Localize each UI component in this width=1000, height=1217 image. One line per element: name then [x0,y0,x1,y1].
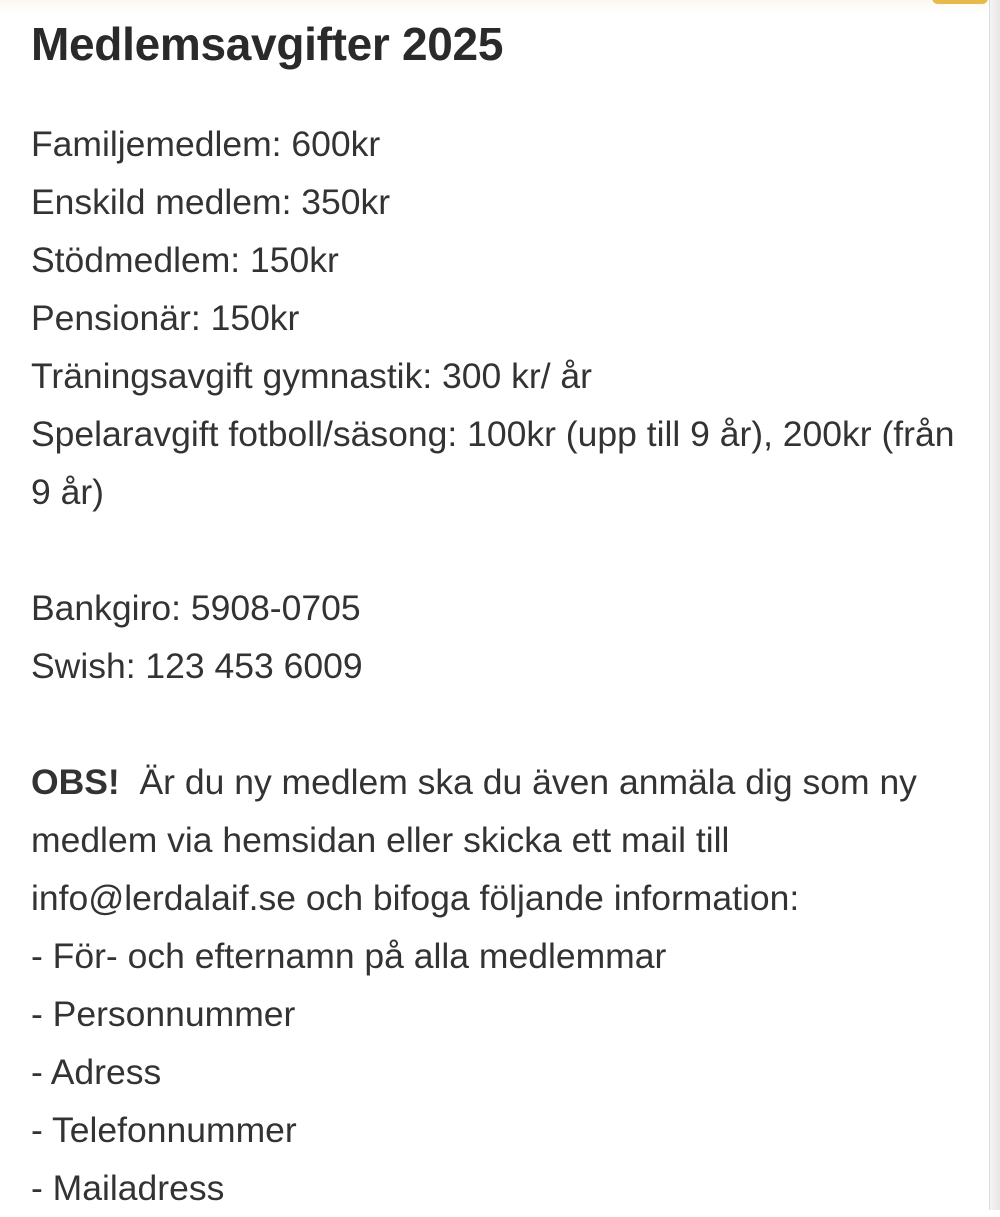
fee-individual: Enskild medlem: 350kr [31,182,391,222]
notice-text-end: och bifoga följande information: [305,878,800,918]
bankgiro-number: Bankgiro: 5908-0705 [31,588,361,628]
email-link[interactable]: info@lerdalaif.se [31,878,296,918]
spacer [31,695,961,753]
fee-supporter: Stödmedlem: 150kr [31,240,339,280]
list-item-phone: - Telefonnummer [31,1110,297,1150]
list-item-personal-number: - Personnummer [31,994,296,1034]
notice-paragraph [31,762,917,918]
spacer [31,521,961,579]
fee-gymnastics: Träningsavgift gymnastik: 300 kr/ år [31,356,592,396]
fee-pensioner: Pensionär: 150kr [31,298,300,338]
article-content [31,14,961,1217]
fee-football: Spelaravgift fotboll/säsong: 100kr (upp till 9 år), 200kr (från 9 år) [31,414,955,512]
obs-label: OBS! [31,762,120,802]
list-item-email: - Mailadress [31,1168,225,1208]
top-strip [0,0,990,14]
list-item-address: - Adress [31,1052,162,1092]
corner-tab [932,0,988,4]
fee-family: Familjemedlem: 600kr [31,124,381,164]
page-title: Medlemsavgifter 2025 [31,18,504,70]
scrollbar-edge[interactable] [989,0,1000,1210]
notice-text: Är du ny medlem ska du även anmäla dig som ny medlem via hemsidan eller skicka ett mail till [31,762,917,860]
notice-block [31,753,961,1217]
payment-info [31,579,961,695]
list-item-name: - För- och efternamn på alla medlemmar [31,936,667,976]
swish-number: Swish: 123 453 6009 [31,646,363,686]
fee-list [31,115,961,521]
